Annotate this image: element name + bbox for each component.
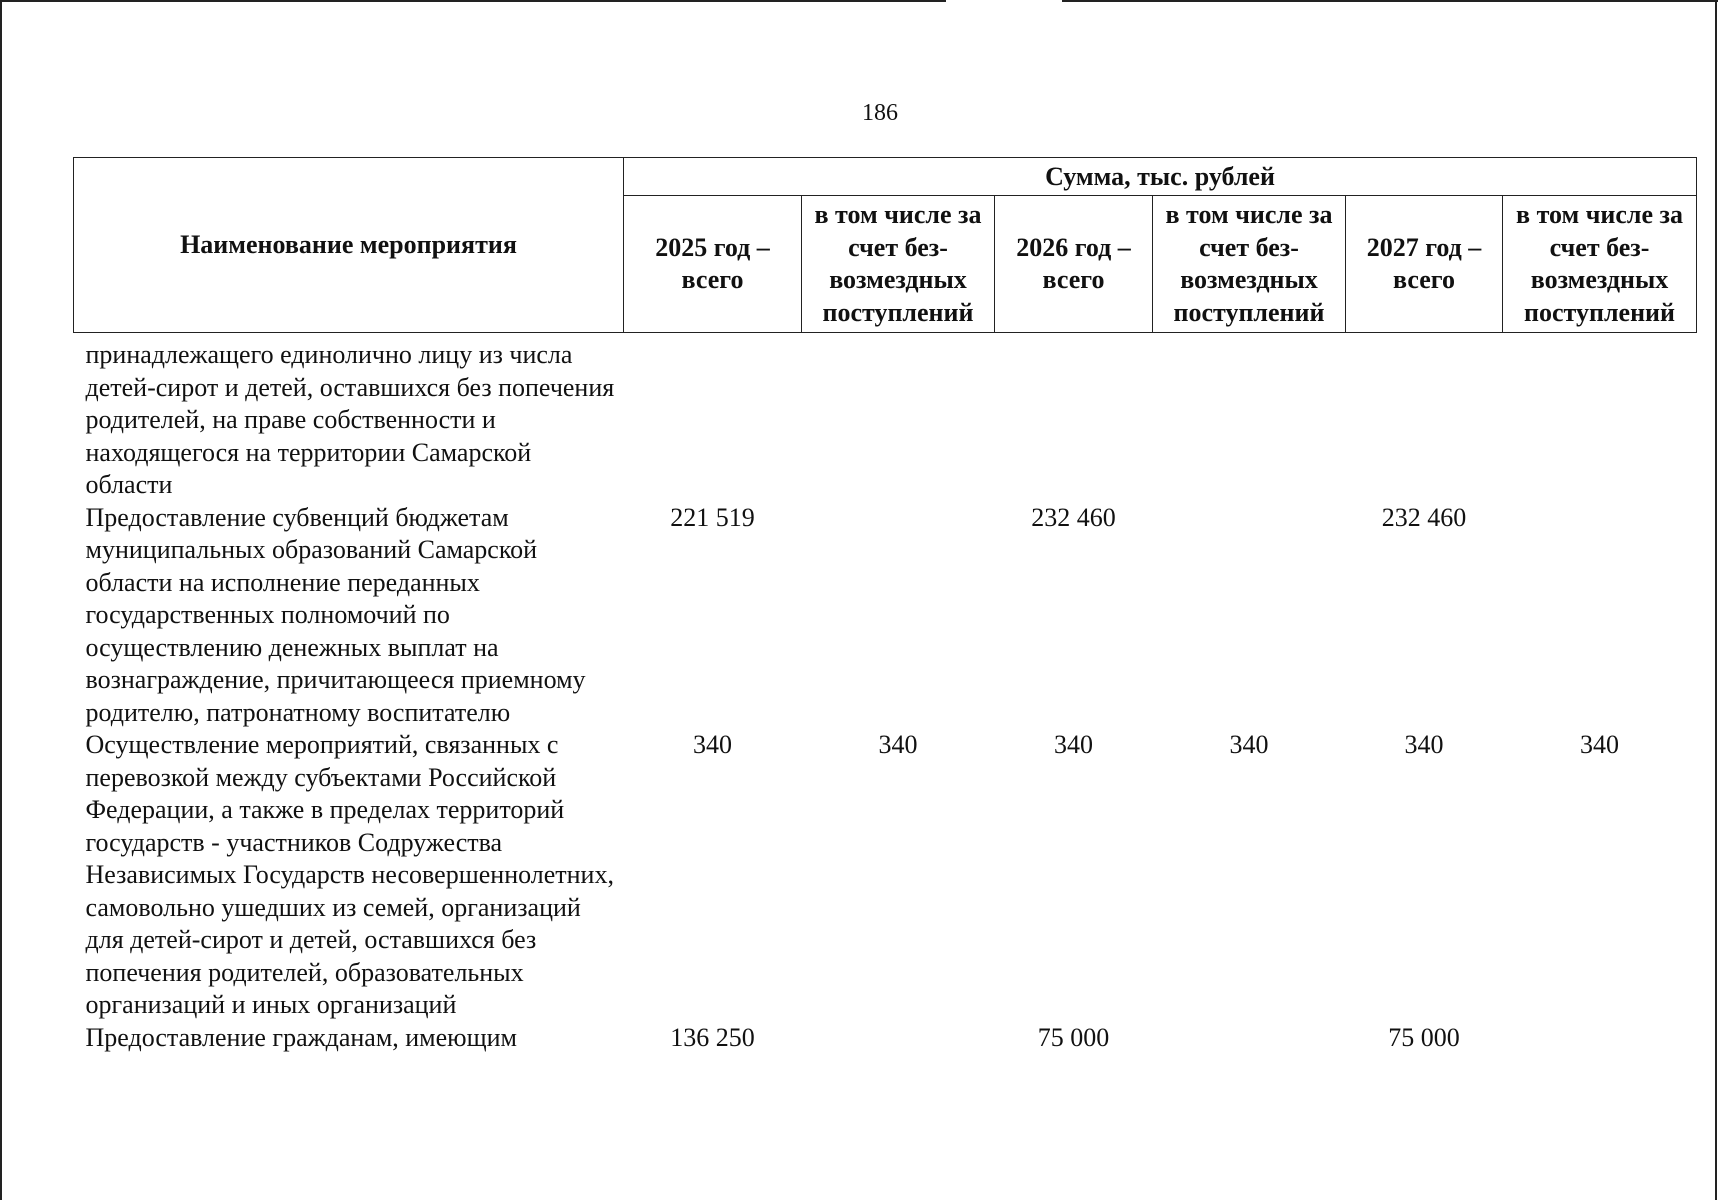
value-2026-total: 232 460	[1031, 502, 1116, 532]
value-2026-gratuitous	[1153, 1022, 1346, 1055]
row-name: принадлежащего единолично лицу из числа детей-сирот и детей, оставшихся без попечения родителей, на праве собственности и находящегося на территории Самарской области	[85, 340, 615, 499]
value-2025-total: 221 519	[670, 502, 755, 532]
scan-border-left	[0, 0, 2, 1200]
row-name: Осуществление мероприятий, связанных с перевозкой между субъектами Российской Федерации, а также в пределах территорий государств - участников Содружества Независимых Государств несовершеннолетних, самовольно ушедших из семей, организаций для детей-сирот и детей, оставшихся без попечения родителей, образовательных организаций и иных организаций	[85, 730, 614, 1019]
table-row	[74, 502, 1697, 730]
scan-border-right	[1715, 0, 1717, 1200]
header-2025-total: 2025 год – всего	[624, 196, 802, 333]
header-2026-total: 2026 год – всего	[995, 196, 1153, 333]
budget-table	[73, 157, 1697, 1054]
value-2027-gratuitous	[1503, 1022, 1697, 1055]
table-body	[74, 333, 1697, 1055]
scan-border-top-left	[0, 0, 946, 2]
value-2025-gratuitous	[802, 502, 995, 730]
value-2027-total: 75 000	[1388, 1022, 1460, 1052]
value-2025-total: 136 250	[670, 1022, 755, 1052]
value-2026-gratuitous	[1153, 502, 1346, 730]
header-2027-total: 2027 год – всего	[1346, 196, 1503, 333]
value-2025-gratuitous	[802, 333, 995, 502]
table-header	[74, 158, 1697, 333]
value-2027-total: 232 460	[1381, 502, 1467, 532]
header-sum-group: Сумма, тыс. рублей	[624, 158, 1697, 196]
row-name: Предоставление субвенций бюджетам муниципальных образований Самарской области на исполнение переданных государственных полномочий по осуществлению денежных выплат на вознаграждение, причитающееся приемному родителю, патронатному воспитателю	[85, 502, 586, 727]
header-event-name: Наименование мероприятия	[74, 158, 624, 333]
value-2025-gratuitous: 340	[878, 730, 918, 759]
value-2025-total	[624, 333, 802, 502]
value-2026-total: 340	[1054, 730, 1093, 759]
header-2026-gratuitous: в том числе за счет без-возмездных поступлений	[1153, 196, 1346, 333]
value-2027-gratuitous	[1503, 333, 1697, 502]
value-2026-total	[995, 333, 1153, 502]
table-row	[74, 729, 1697, 1022]
value-2025-gratuitous	[802, 1022, 995, 1055]
scan-border-top-right	[1062, 0, 1718, 2]
value-2025-total: 340	[693, 730, 732, 759]
value-2027-total: 340	[1404, 730, 1444, 759]
table-row	[74, 333, 1697, 502]
header-2025-gratuitous: в том числе за счет без-возмездных поступлений	[802, 196, 995, 333]
header-2027-gratuitous: в том числе за счет без-возмездных поступлений	[1503, 196, 1697, 333]
value-2027-gratuitous	[1503, 502, 1697, 730]
row-name: Предоставление гражданам, имеющим	[85, 1022, 517, 1052]
value-2026-gratuitous	[1153, 333, 1346, 502]
table-row	[74, 1022, 1697, 1055]
value-2026-total: 75 000	[1037, 1022, 1110, 1052]
value-2026-gratuitous: 340	[1229, 730, 1269, 759]
value-2027-total	[1346, 333, 1503, 502]
page-number: 186	[862, 100, 898, 126]
value-2027-gratuitous: 340	[1580, 730, 1620, 759]
